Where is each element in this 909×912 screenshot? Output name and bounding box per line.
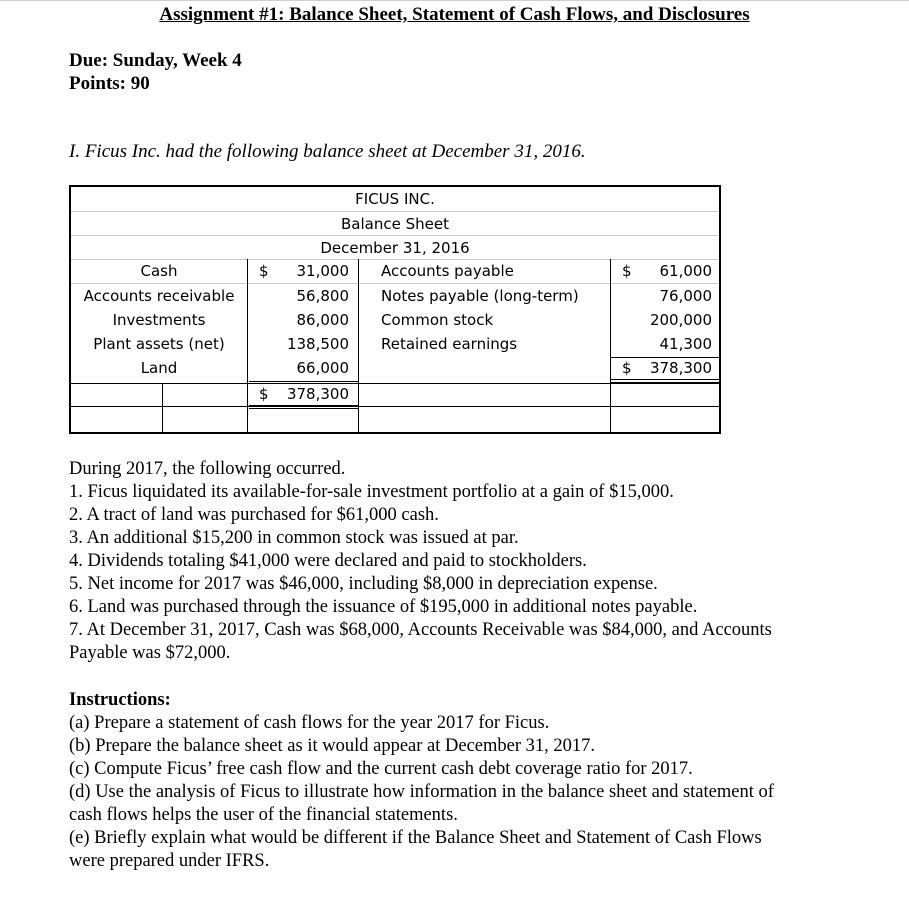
liability-label: Notes payable (long-term): [381, 287, 579, 305]
event-item: 7. At December 31, 2017, Cash was $68,000, Accounts Receivable was $84,000, and Accounts: [69, 620, 772, 640]
event-item: 2. A tract of land was purchased for $61,000 cash.: [69, 505, 439, 525]
event-item: 6. Land was purchased through the issuance of $195,000 in additional notes payable.: [69, 597, 698, 617]
liability-label: Retained earnings: [381, 335, 518, 353]
instructions-section: [69, 689, 774, 873]
instruction-line: were prepared under IFRS.: [69, 851, 270, 871]
asset-label: Investments: [112, 311, 206, 329]
currency-sign: $: [622, 359, 632, 377]
asset-label: Cash: [140, 262, 178, 280]
instruction-line: (c) Compute Ficus’ free cash flow and the current cash debt coverage ratio for 2017.: [69, 759, 693, 779]
event-item: 5. Net income for 2017 was $46,000, including $8,000 in depreciation expense.: [69, 574, 658, 594]
statement-date: December 31, 2016: [320, 239, 470, 257]
company-name: FICUS INC.: [355, 190, 435, 208]
assets-total: 378,300: [286, 385, 349, 403]
liability-label: Common stock: [381, 311, 494, 329]
currency-sign: $: [259, 262, 269, 280]
liability-value: 41,300: [659, 335, 712, 353]
page-top-rule: [0, 0, 909, 1]
liability-label: Accounts payable: [381, 262, 514, 280]
events-section: [69, 458, 772, 665]
instruction-line: (d) Use the analysis of Ficus to illustrate how information in the balance sheet and statement of: [69, 782, 774, 802]
events-heading: During 2017, the following occurred.: [69, 459, 346, 479]
asset-label: Accounts receivable: [83, 287, 235, 305]
asset-value: 66,000: [296, 359, 349, 377]
event-item: 4. Dividends totaling $41,000 were declared and paid to stockholders.: [69, 551, 587, 571]
asset-value: 56,800: [296, 287, 349, 305]
event-item: Payable was $72,000.: [69, 643, 231, 663]
liability-value: 61,000: [659, 262, 712, 280]
balance-sheet-table: [69, 185, 721, 434]
problem-intro: I. Ficus Inc. had the following balance sheet at December 31, 2016.: [69, 141, 586, 162]
instruction-line: (e) Briefly explain what would be different if the Balance Sheet and Statement of Cash Flows: [69, 828, 762, 848]
currency-sign: $: [259, 385, 269, 403]
liability-value: 200,000: [649, 311, 712, 329]
asset-value: 31,000: [296, 262, 349, 280]
points: Points: 90: [69, 73, 150, 94]
statement-name: Balance Sheet: [341, 215, 449, 233]
asset-value: 138,500: [286, 335, 349, 353]
currency-sign: $: [622, 262, 632, 280]
event-item: 1. Ficus liquidated its available-for-sale investment portfolio at a gain of $15,000.: [69, 482, 674, 502]
asset-value: 86,000: [296, 311, 349, 329]
instructions-heading: Instructions:: [69, 690, 171, 710]
liabilities-total: 378,300: [649, 359, 712, 377]
instruction-line: (a) Prepare a statement of cash flows for the year 2017 for Ficus.: [69, 713, 550, 733]
instruction-line: (b) Prepare the balance sheet as it would appear at December 31, 2017.: [69, 736, 596, 756]
assignment-title: Assignment #1: Balance Sheet, Statement of Cash Flows, and Disclosures: [159, 4, 750, 25]
event-item: 3. An additional $15,200 in common stock was issued at par.: [69, 528, 519, 548]
asset-label: Land: [140, 359, 178, 377]
liability-value: 76,000: [659, 287, 712, 305]
due-date: Due: Sunday, Week 4: [69, 50, 242, 71]
instruction-line: cash flows helps the user of the financial statements.: [69, 805, 458, 825]
asset-label: Plant assets (net): [93, 335, 225, 353]
